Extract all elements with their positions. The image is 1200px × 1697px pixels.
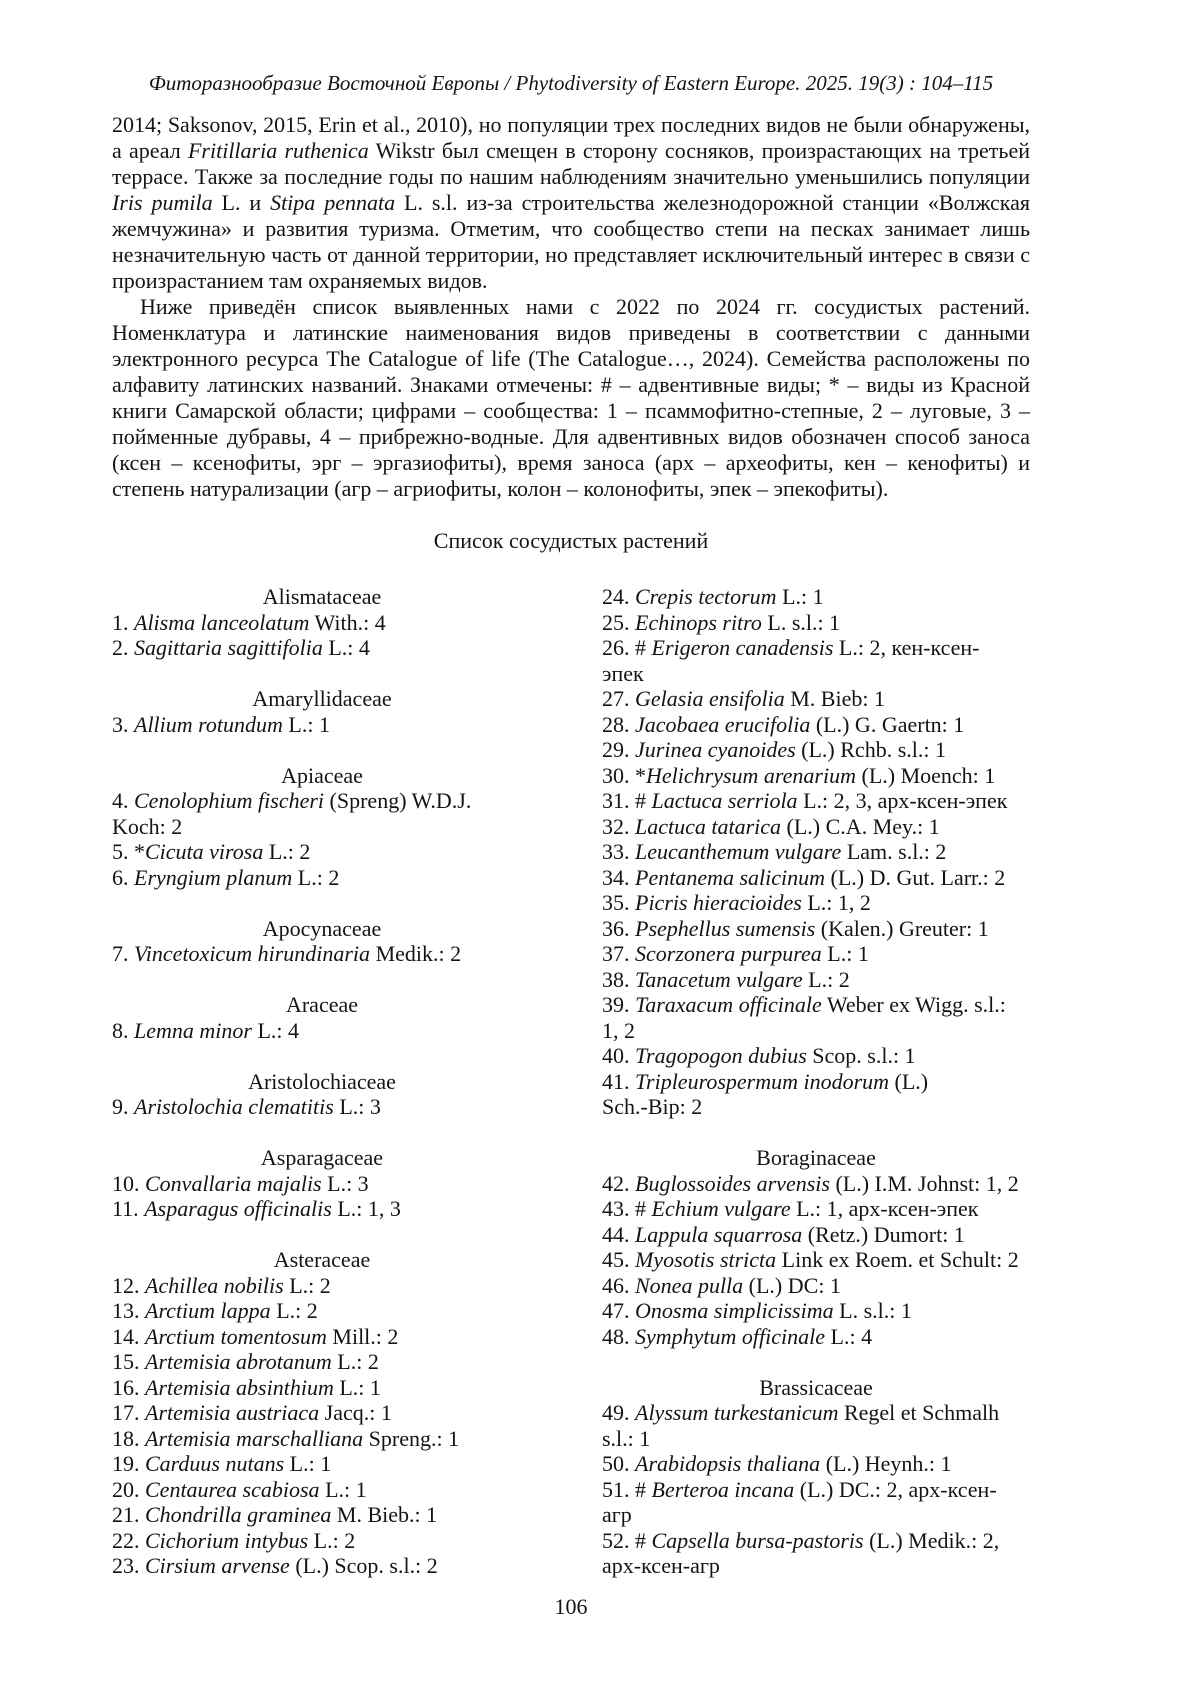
family-header: Apocynaceae <box>262 915 382 941</box>
species-author-communities: L. s.l.: 1 <box>833 1298 912 1323</box>
species-number: 33. <box>602 839 635 864</box>
species-author-communities: (L.) C.A. Mey.: 1 <box>781 813 940 839</box>
species-author-communities: (Retz.) Dumort: 1 <box>802 1221 965 1247</box>
species-number: 20. <box>112 1476 145 1502</box>
species-entry <box>602 686 1030 712</box>
species-latin-name: Lemna minor <box>134 1017 252 1043</box>
species-author-communities: (L.) G. Gaertn: 1 <box>810 711 965 737</box>
species-entry <box>112 1426 532 1452</box>
species-entry <box>602 1324 1030 1350</box>
species-author-communities: L.: 1 <box>319 1476 367 1502</box>
species-latin-name: Onosma simplicissima <box>635 1298 834 1323</box>
species-number: 21. <box>112 1502 145 1527</box>
species-author-communities: Regel et Schmalh s.l.: 1 <box>602 1400 1000 1451</box>
species-number: 26. # <box>602 635 652 660</box>
species-author-communities: L.: 1 <box>776 584 824 609</box>
species-author-communities: L.: 4 <box>251 1017 300 1043</box>
species-latin-name: Achillea nobilis <box>145 1272 284 1298</box>
species-number: 40. <box>602 1043 635 1068</box>
species-latin-name: Vincetoxicum hirundinaria <box>134 941 371 966</box>
species-latin-name: Allium rotundum <box>134 711 283 737</box>
species-number: 8. <box>112 1017 134 1043</box>
species-entry <box>602 1400 1030 1451</box>
species-author-communities: L.: 2 <box>802 966 850 992</box>
species-number: 16. <box>112 1374 145 1400</box>
species-entry <box>112 1528 532 1554</box>
species-latin-name: Helichrysum arenarium <box>646 762 856 788</box>
species-latin-name: Pentanema salicinum <box>635 864 826 890</box>
species-latin-name: Myosotis stricta <box>635 1247 777 1272</box>
species-number: 12. <box>112 1272 145 1298</box>
species-author-communities: (L.) D. Gut. Larr.: 2 <box>825 864 1006 890</box>
species-number: 39. <box>602 992 635 1017</box>
species-author-communities: Jacq.: 1 <box>319 1400 392 1425</box>
family-header: Asteraceae <box>273 1247 371 1272</box>
species-number: 37. <box>602 941 635 966</box>
species-latin-name: Arabidopsis thaliana <box>635 1451 821 1476</box>
species-author-communities: (L.) Rchb. s.l.: 1 <box>795 737 946 762</box>
species-author-communities: Weber ex Wigg. s.l.: 1, 2 <box>602 992 1006 1043</box>
species-author-communities: L.: 1 <box>282 711 330 737</box>
species-author-communities: L.: 4 <box>322 635 370 660</box>
species-entry <box>602 865 1030 891</box>
species-column-left <box>112 584 532 1579</box>
species-author-communities: L.: 3 <box>321 1170 369 1196</box>
species-author-communities: (L.) Heynh.: 1 <box>820 1451 952 1476</box>
species-entry <box>112 1451 532 1477</box>
species-number: 13. <box>112 1298 145 1323</box>
species-number: 32. <box>602 813 635 839</box>
species-entry <box>112 839 532 865</box>
species-number: 34. <box>602 864 635 890</box>
species-author-communities: L. s.l.: 1 <box>761 609 841 635</box>
species-author-communities: (L.) Moench: 1 <box>856 762 996 788</box>
species-number: 51. # <box>602 1476 652 1502</box>
species-number: 4. <box>112 788 134 813</box>
species-entry <box>112 712 532 738</box>
species-author-communities: L.: 2 <box>263 839 311 864</box>
species-entry <box>602 1528 1030 1579</box>
species-entry <box>602 941 1030 967</box>
species-author-communities: L.: 1 <box>333 1374 381 1400</box>
species-author-communities: L.: 3 <box>333 1094 381 1119</box>
species-number: 43. # <box>602 1196 652 1221</box>
species-latin-name: Arctium tomentosum <box>145 1323 327 1349</box>
species-number: 9. <box>112 1094 134 1119</box>
species-author-communities: Scop. s.l.: 1 <box>806 1043 916 1068</box>
species-latin-name: Scorzonera purpurea <box>635 941 822 966</box>
species-latin-name: Cenolophium fischeri <box>134 788 325 813</box>
species-number: 7. <box>112 941 134 966</box>
species-entry <box>112 1553 532 1579</box>
species-number: 10. <box>112 1170 145 1196</box>
species-latin-name: Artemisia absinthium <box>145 1374 334 1400</box>
species-number: 28. <box>602 711 635 737</box>
species-author-communities: M. Bieb: 1 <box>784 686 885 711</box>
species-entry <box>602 1451 1030 1477</box>
species-entry <box>602 1298 1030 1324</box>
species-author-communities: Medik.: 2 <box>370 941 462 966</box>
species-number: 49. <box>602 1400 635 1425</box>
species-latin-name: Psephellus sumensis <box>635 915 816 941</box>
species-entry <box>112 1324 532 1350</box>
species-number: 18. <box>112 1425 145 1451</box>
species-list <box>112 584 1030 1579</box>
species-number: 6. <box>112 864 134 890</box>
species-number: 3. <box>112 711 134 737</box>
species-author-communities: (L.) Medik.: 2, арх-ксен-агр <box>602 1527 1000 1578</box>
species-latin-name: Arctium lappa <box>145 1298 271 1323</box>
species-author-communities: L.: 2 <box>270 1298 318 1323</box>
species-entry <box>602 1247 1030 1273</box>
species-latin-name: Echinops ritro <box>635 609 762 635</box>
species-latin-name: Cirsium arvense <box>145 1553 290 1578</box>
family-header: Aristolochiaceae <box>248 1068 396 1094</box>
species-latin-name: Tanacetum vulgare <box>635 966 803 992</box>
species-entry <box>602 1222 1030 1248</box>
species-latin-name: Jurinea cyanoides <box>635 737 796 762</box>
family-header: Asparagaceae <box>260 1145 384 1170</box>
species-latin-name: Symphytum officinale <box>635 1323 826 1349</box>
species-entry <box>602 967 1030 993</box>
species-number: 50. <box>602 1451 635 1476</box>
species-entry <box>112 1018 532 1044</box>
species-latin-name: Alisma lanceolatum <box>134 609 310 635</box>
species-author-communities: Mill.: 2 <box>326 1323 399 1349</box>
species-entry <box>112 610 532 636</box>
body-paragraph: 2014; Saksonov, 2015, Erin et al., 2010), но популяции трех последних видов не были обнаружены, а ареал Fritillaria ruthenica Wikstr был смещен в сторону сосняков, произрастающих на третьей террасе. Также за последние годы по нашим наблюдениям значительно уменьшились популяции Iris pumila L. и Stipa pennata L. s.l. из-за строительства железнодорожной станции «Волжская жемчужина» и развития туризма. Отметим, что сообщество степи на песках занимает лишь незначительную часть от данной территории, но представляет исключительный интерес в связи с произрастанием там охраняемых видов. <box>112 112 1030 293</box>
species-latin-name: Buglossoides arvensis <box>635 1170 830 1196</box>
species-entry <box>112 788 532 839</box>
species-latin-name: Eryngium planum <box>134 864 293 890</box>
species-author-communities: (L.) DC.: 2, арх-ксен- агр <box>602 1476 997 1527</box>
species-entry <box>602 610 1030 636</box>
species-number: 11. <box>112 1196 145 1221</box>
species-latin-name: Chondrilla graminea <box>145 1502 332 1527</box>
species-number: 52. # <box>602 1527 652 1553</box>
species-latin-name: Picris hieracioides <box>635 890 802 915</box>
article-body <box>112 112 1030 502</box>
species-author-communities: (Spreng) W.D.J. Koch: 2 <box>112 788 472 839</box>
family-header: Alismataceae <box>262 584 382 609</box>
species-entry <box>602 1171 1030 1197</box>
species-entry <box>602 788 1030 814</box>
species-entry <box>112 1400 532 1426</box>
species-latin-name: Echium vulgare <box>651 1196 791 1221</box>
family-header: Araceae <box>285 992 359 1017</box>
species-number: 19. <box>112 1451 145 1476</box>
species-author-communities: (Kalen.) Greuter: 1 <box>815 915 989 941</box>
species-entry <box>112 941 532 967</box>
species-latin-name: Jacobaea erucifolia <box>635 711 811 737</box>
species-author-communities: L.: 2, 3, арх-ксен-эпек <box>797 788 1008 813</box>
species-latin-name: Sagittaria sagittifolia <box>134 635 323 660</box>
species-number: 27. <box>602 686 635 711</box>
species-entry <box>602 635 1030 686</box>
species-number: 29. <box>602 737 635 762</box>
species-number: 5. * <box>112 839 145 864</box>
species-author-communities: L.: 2 <box>308 1527 356 1553</box>
species-entry <box>112 1171 532 1197</box>
species-number: 48. <box>602 1323 635 1349</box>
body-paragraph: Ниже приведён список выявленных нами с 2022 по 2024 гг. сосудистых растений. Номенклатура и латинские наименования видов приведены в соответствии с данными электронного ресурса The Catalogue of life (The Catalogue…, 2024). Семейства расположены по алфавиту латинских названий. Знаками отмечены: # – адвентивные виды; * – виды из Красной книги Самарской области; цифрами – сообщества: 1 – псаммофитно-степные, 2 – луговые, 3 – пойменные дубравы, 4 – прибрежно-водные. Для адвентивных видов обозначен способ заноса (ксен – ксенофиты, эрг – эргазиофиты), время заноса (арх – археофиты, кен – кенофиты) и степень натурализации (агр – агриофиты, колон – колонофиты, эпек – эпекофиты). <box>112 294 1030 501</box>
species-entry <box>112 1094 532 1120</box>
species-latin-name: Lactuca serriola <box>651 788 798 813</box>
species-author-communities: L.: 1 <box>284 1451 332 1476</box>
species-entry <box>602 916 1030 942</box>
species-entry <box>602 763 1030 789</box>
species-author-communities: (L.) Scop. s.l.: 2 <box>289 1553 438 1578</box>
species-entry <box>602 992 1030 1043</box>
species-latin-name: Asparagus officinalis <box>144 1196 332 1221</box>
species-number: 36. <box>602 915 635 941</box>
species-entry <box>112 1349 532 1375</box>
species-number: 2. <box>112 635 134 660</box>
species-entry <box>602 814 1030 840</box>
species-number: 25. <box>602 609 635 635</box>
family-header: Boraginaceae <box>756 1145 876 1170</box>
species-entry <box>602 890 1030 916</box>
species-author-communities: L.: 2 <box>331 1349 379 1374</box>
species-author-communities: M. Bieb.: 1 <box>331 1502 438 1527</box>
species-latin-name: Lappula squarrosa <box>635 1221 803 1247</box>
species-author-communities: With.: 4 <box>309 609 386 635</box>
species-entry <box>602 1273 1030 1299</box>
species-latin-name: Aristolochia clematitis <box>134 1094 334 1119</box>
species-author-communities: L.: 1 <box>821 941 869 966</box>
species-latin-name: Cichorium intybus <box>145 1527 309 1553</box>
species-entry <box>602 584 1030 610</box>
species-author-communities: L.: 2 <box>292 864 340 890</box>
species-latin-name: Centaurea scabiosa <box>145 1476 320 1502</box>
text-block <box>112 70 1030 1579</box>
species-entry <box>112 1273 532 1299</box>
species-entry <box>112 1196 532 1222</box>
species-number: 22. <box>112 1527 145 1553</box>
journal-header: Фиторазнообразие Восточной Европы / Phytodiversity of Eastern Europe. 2025. 19(3) : 104–115 <box>148 71 994 95</box>
species-number: 30. * <box>602 762 646 788</box>
species-entry <box>602 1043 1030 1069</box>
species-latin-name: Tripleurospermum inodorum <box>635 1068 890 1094</box>
species-latin-name: Cicuta virosa <box>145 839 264 864</box>
species-number: 46. <box>602 1272 635 1298</box>
family-header: Apiaceae <box>281 762 363 788</box>
species-number: 24. <box>602 584 635 609</box>
species-latin-name: Artemisia marschalliana <box>145 1425 364 1451</box>
species-entry <box>112 1502 532 1528</box>
species-entry <box>112 865 532 891</box>
species-author-communities: Link ex Roem. et Schult: 2 <box>776 1247 1019 1272</box>
species-entry <box>602 1196 1030 1222</box>
species-entry <box>112 1477 532 1503</box>
species-number: 35. <box>602 890 635 915</box>
species-latin-name: Carduus nutans <box>145 1451 285 1476</box>
species-number: 23. <box>112 1553 145 1578</box>
species-number: 41. <box>602 1068 635 1094</box>
species-latin-name: Taraxacum officinale <box>635 992 822 1017</box>
family-header: Amaryllidaceae <box>252 686 392 711</box>
species-number: 14. <box>112 1323 145 1349</box>
species-entry <box>112 1375 532 1401</box>
species-latin-name: Leucanthemum vulgare <box>635 839 842 864</box>
species-latin-name: Crepis tectorum <box>635 584 777 609</box>
species-author-communities: L.: 2, кен-ксен- эпек <box>602 635 980 686</box>
species-entry <box>112 1298 532 1324</box>
species-author-communities: L.: 1, арх-ксен-эпек <box>790 1196 979 1221</box>
species-entry <box>112 635 532 661</box>
species-author-communities: L.: 4 <box>825 1323 873 1349</box>
species-column-right <box>602 584 1030 1579</box>
species-author-communities: (L.) I.M. Johnst: 1, 2 <box>829 1170 1019 1196</box>
species-latin-name: Convallaria majalis <box>145 1170 322 1196</box>
species-number: 15. <box>112 1349 145 1374</box>
species-latin-name: Lactuca tatarica <box>635 813 782 839</box>
species-author-communities: (L.) DC: 1 <box>743 1272 841 1298</box>
page-number: 106 <box>554 1594 588 1619</box>
species-number: 38. <box>602 966 635 992</box>
species-latin-name: Capsella bursa-pastoris <box>651 1527 864 1553</box>
species-number: 44. <box>602 1221 635 1247</box>
species-latin-name: Berteroa incana <box>651 1476 795 1502</box>
species-number: 1. <box>112 609 134 635</box>
species-entry <box>602 712 1030 738</box>
species-latin-name: Alyssum turkestanicum <box>635 1400 839 1425</box>
species-author-communities: L.: 1, 3 <box>331 1196 401 1221</box>
family-header: Brassicaceae <box>759 1374 873 1400</box>
species-latin-name: Nonea pulla <box>635 1272 744 1298</box>
species-latin-name: Artemisia austriaca <box>145 1400 320 1425</box>
species-number: 47. <box>602 1298 635 1323</box>
species-number: 31. # <box>602 788 652 813</box>
species-entry <box>602 839 1030 865</box>
species-author-communities: Lam. s.l.: 2 <box>841 839 947 864</box>
species-author-communities: L.: 2 <box>283 1272 331 1298</box>
species-latin-name: Gelasia ensifolia <box>635 686 785 711</box>
species-number: 17. <box>112 1400 145 1425</box>
species-entry <box>602 737 1030 763</box>
species-entry <box>602 1477 1030 1528</box>
section-heading: Список сосудистых растений <box>433 528 709 553</box>
species-latin-name: Artemisia abrotanum <box>145 1349 332 1374</box>
species-author-communities: L.: 1, 2 <box>801 890 871 915</box>
species-entry <box>602 1069 1030 1120</box>
species-latin-name: Tragopogon dubius <box>635 1043 807 1068</box>
species-number: 45. <box>602 1247 635 1272</box>
species-author-communities: Spreng.: 1 <box>363 1425 460 1451</box>
species-number: 42. <box>602 1170 635 1196</box>
species-latin-name: Erigeron canadensis <box>651 635 834 660</box>
species-author-communities: (L.) Sch.-Bip: 2 <box>602 1068 929 1119</box>
